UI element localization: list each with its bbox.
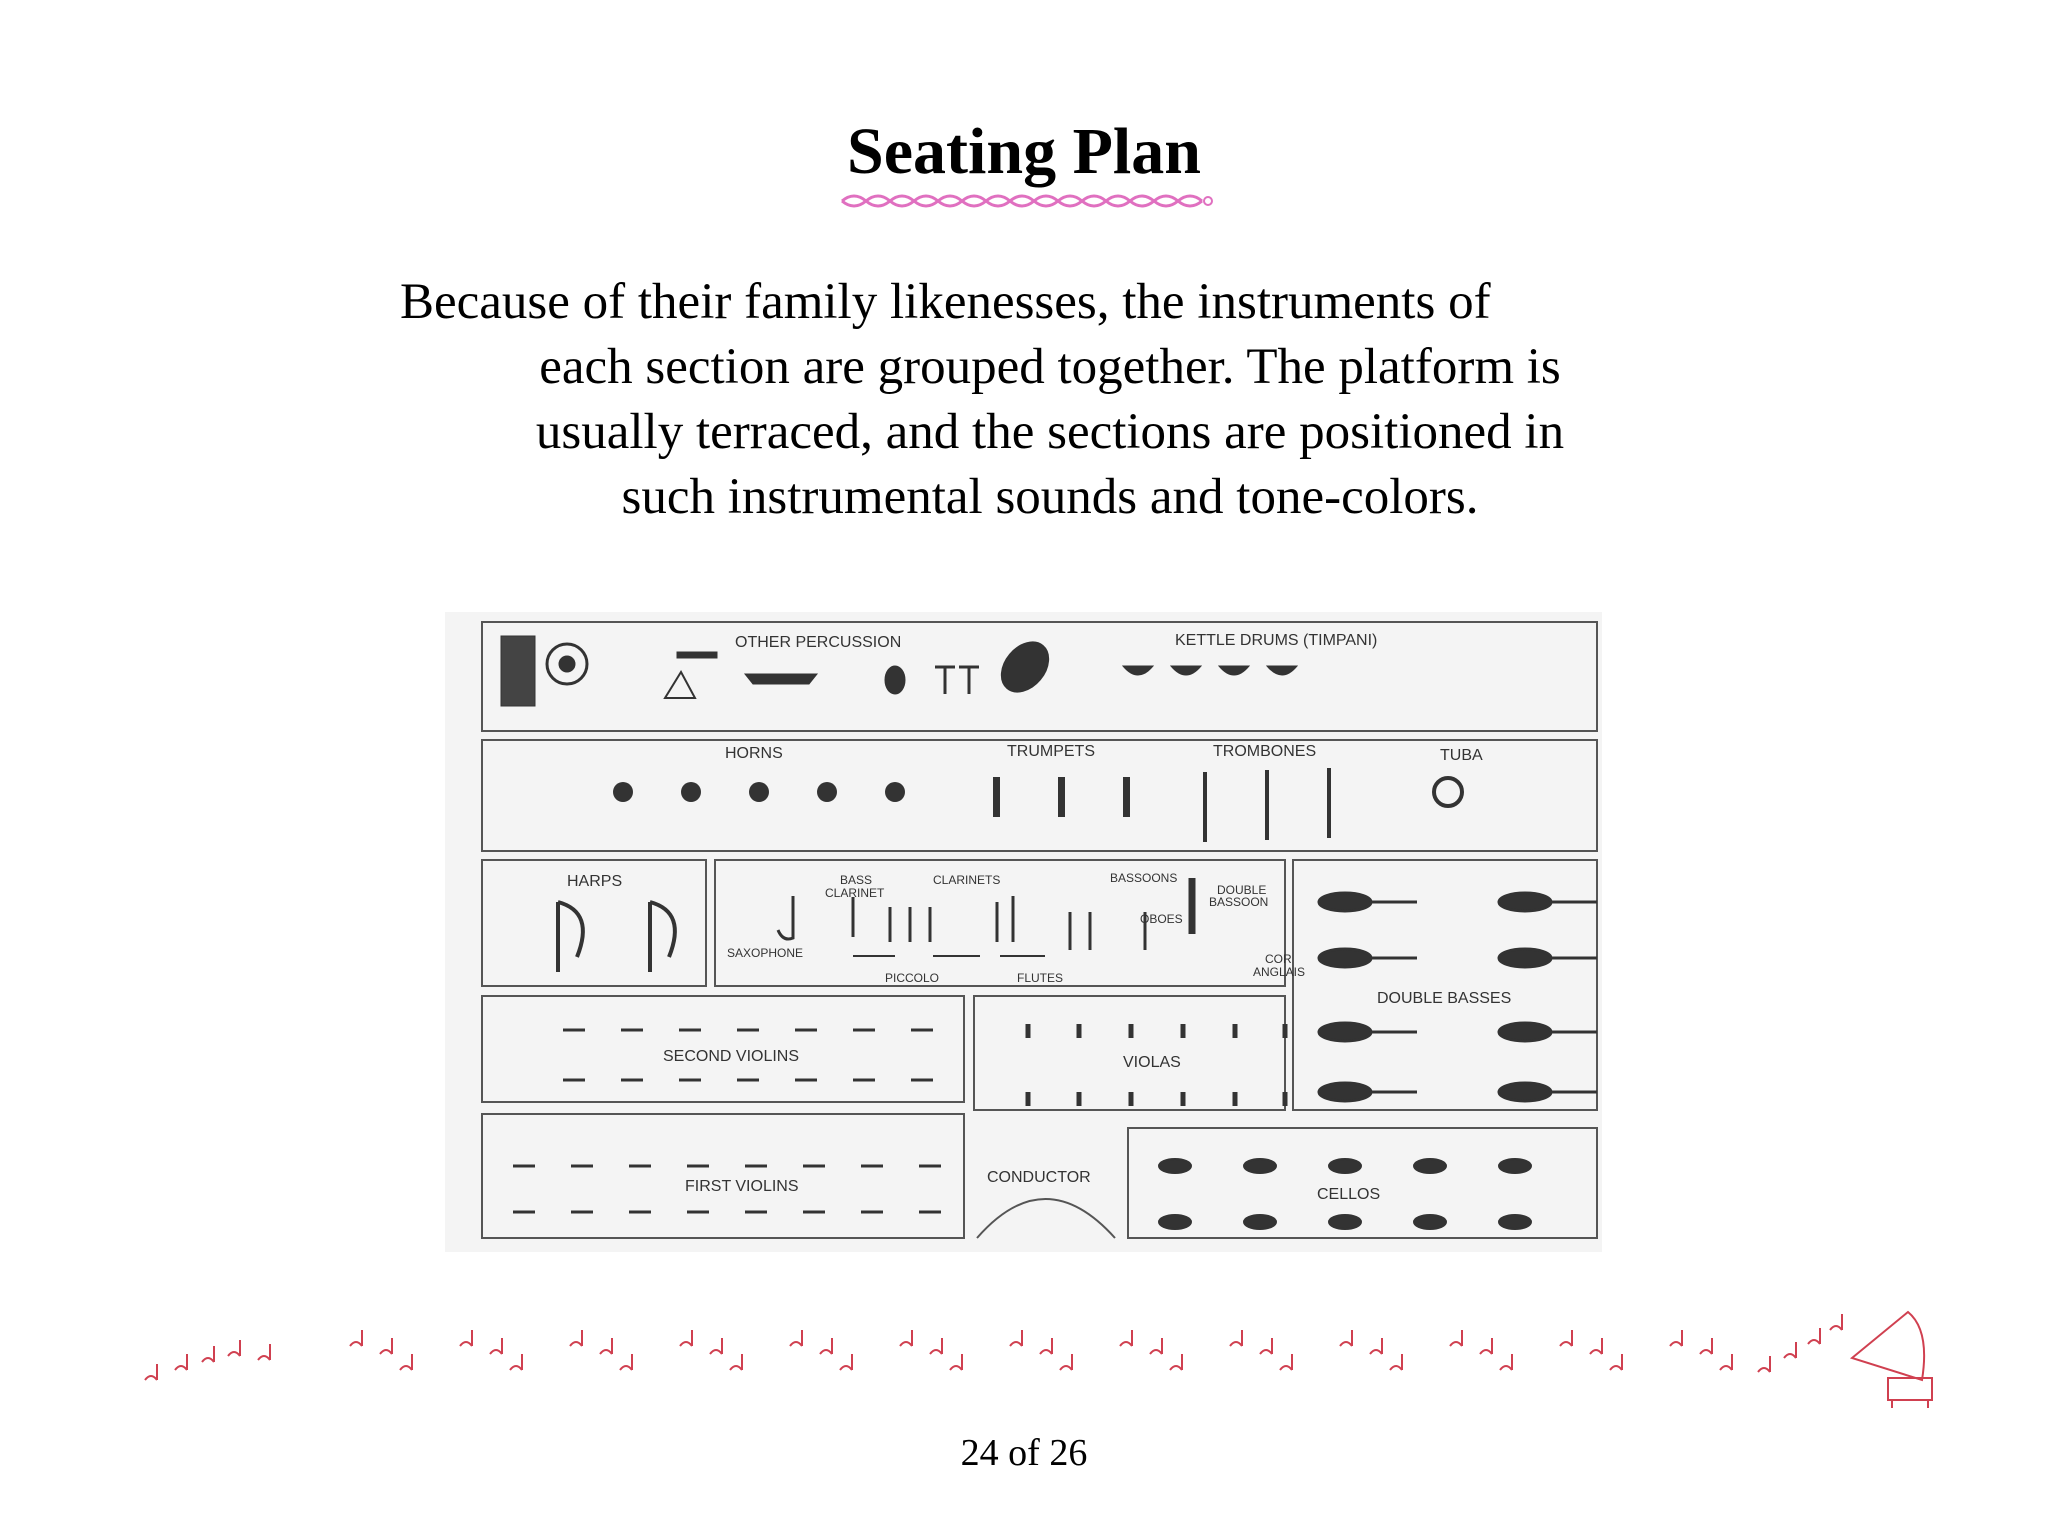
double-bass-icon [1319, 1023, 1371, 1041]
oboe-icon [1070, 912, 1090, 950]
trumpet-icon [1123, 777, 1130, 817]
double-bass-icon [1499, 893, 1551, 911]
first-violins-section-box [482, 1114, 964, 1238]
snare-drum-icon [992, 633, 1059, 702]
trombone-icon [1327, 768, 1331, 838]
label-kettle-drums: KETTLE DRUMS (TIMPANI) [1175, 632, 1378, 649]
gramophone-icon [1852, 1312, 1932, 1408]
ornament-divider-icon [838, 188, 1216, 214]
label-oboes: OBOES [1140, 912, 1183, 926]
cello-icon [1159, 1215, 1191, 1229]
horn-icon [817, 782, 837, 802]
cello-icon [1414, 1215, 1446, 1229]
intro-paragraph [400, 270, 1700, 530]
label-other-percussion: OTHER PERCUSSION [735, 634, 902, 651]
label-horns: HORNS [725, 745, 783, 762]
horn-icon [885, 782, 905, 802]
trombone-icon [1203, 772, 1207, 842]
paragraph-line: such instrumental sounds and tone-colors. [621, 469, 1479, 525]
tuba-icon [1434, 778, 1462, 806]
triangle-icon [665, 672, 695, 698]
orchestra-seating-diagram [445, 612, 1602, 1252]
timpani-drum-icon [1171, 666, 1201, 675]
cello-icon [1244, 1159, 1276, 1173]
label-flutes: FLUTES [1017, 971, 1064, 985]
cello-icon [1329, 1215, 1361, 1229]
label-bass-clarinet: BASS [840, 873, 873, 887]
label-double-bassoon: BASSOON [1209, 895, 1269, 909]
cello-icon [1159, 1159, 1191, 1173]
timpani-drum-icon [1123, 666, 1153, 675]
conductor-podium [977, 1199, 1115, 1238]
cello-icon [1414, 1159, 1446, 1173]
double-bass-icon [1319, 1083, 1371, 1101]
tam-tam-icon [501, 636, 535, 706]
saxophone-icon [778, 896, 793, 939]
viola-icon [1028, 1092, 1285, 1106]
cymbals-icon [935, 667, 979, 694]
label-cor-anglais: ANGLAIS [1253, 965, 1306, 979]
bassoon-icon [997, 896, 1013, 942]
trombone-icon [1265, 770, 1269, 840]
label-piccolo: PICCOLO [885, 971, 940, 985]
double-bass-icon [1319, 949, 1371, 967]
slide-title: Seating Plan [847, 115, 1201, 188]
paragraph-line: each section are grouped together. The platform is [539, 339, 1561, 395]
double-bass-icon [1319, 893, 1371, 911]
music-notes-icon [145, 1314, 1842, 1380]
page-number: 24 of 26 [960, 1432, 1088, 1474]
label-clarinets: CLARINETS [933, 873, 1001, 887]
timpani-drum-icon [1267, 666, 1297, 675]
label-trombones: TROMBONES [1213, 743, 1317, 760]
xylophone-icon [745, 674, 817, 684]
double-bass-icon [1499, 1083, 1551, 1101]
clarinet-icon [853, 897, 930, 942]
bass-drum-icon [885, 666, 905, 694]
glockenspiel-icon [677, 652, 717, 658]
label-violas: VIOLAS [1123, 1054, 1181, 1071]
paragraph-line: Because of their family likenesses, the instruments of [400, 274, 1491, 330]
label-first-violins: FIRST VIOLINS [685, 1178, 799, 1195]
double-bass-icon [1499, 1023, 1551, 1041]
horn-icon [749, 782, 769, 802]
label-double-basses: DOUBLE BASSES [1377, 990, 1512, 1007]
timpani-drum-icon [1219, 666, 1249, 675]
double-bass-icon [1499, 949, 1551, 967]
harp-icon [558, 902, 583, 972]
paragraph-line: usually terraced, and the sections are positioned in [535, 404, 1565, 460]
cello-icon [1499, 1159, 1531, 1173]
music-notes-border [140, 1300, 1940, 1410]
viola-icon [1028, 1024, 1285, 1038]
label-cellos: CELLOS [1317, 1186, 1381, 1203]
label-double-bassoon: DOUBLE [1217, 883, 1267, 897]
cello-icon [1244, 1215, 1276, 1229]
cello-icon [1329, 1159, 1361, 1173]
harp-icon [650, 902, 675, 972]
label-bass-clarinet: CLARINET [825, 886, 885, 900]
label-bassoons: BASSOONS [1110, 871, 1178, 885]
label-trumpets: TRUMPETS [1007, 743, 1095, 760]
label-conductor: CONDUCTOR [987, 1169, 1091, 1186]
label-cor-anglais: COR [1265, 952, 1292, 966]
label-saxophone: SAXOPHONE [727, 946, 804, 960]
horn-icon [681, 782, 701, 802]
trumpet-icon [993, 777, 1000, 817]
cello-icon [1499, 1215, 1531, 1229]
label-harps: HARPS [567, 873, 623, 890]
trumpet-icon [1058, 777, 1065, 817]
label-second-violins: SECOND VIOLINS [663, 1048, 800, 1065]
horn-icon [613, 782, 633, 802]
label-tuba: TUBA [1440, 747, 1483, 764]
